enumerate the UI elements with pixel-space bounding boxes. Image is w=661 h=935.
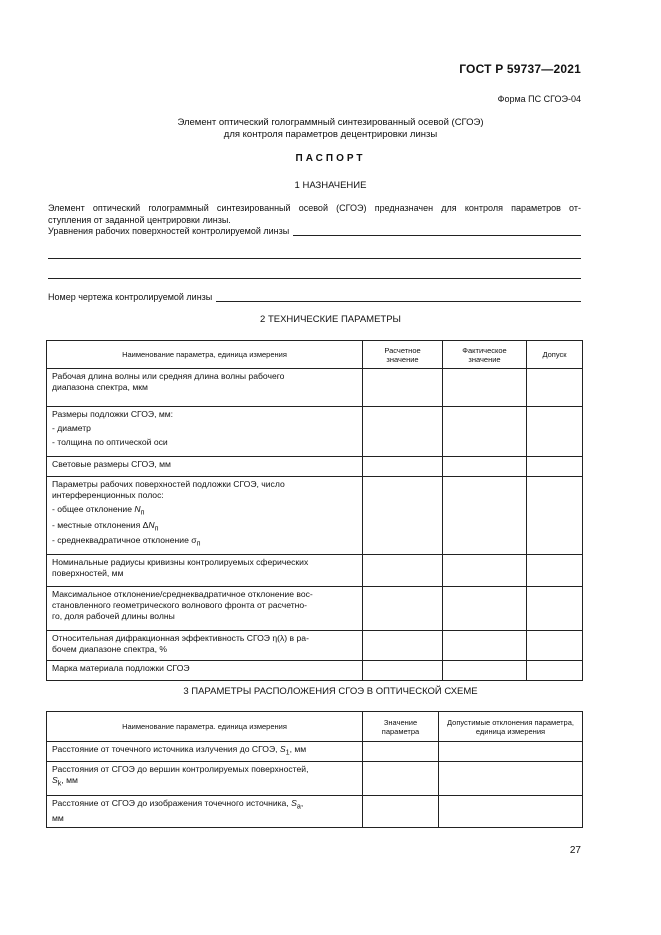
actual-value-cell[interactable] [443,631,527,661]
col-header-calc: Расчетное значение [363,341,443,369]
calc-value-cell[interactable] [363,587,443,631]
equations-line-3[interactable] [48,278,581,279]
param-line: Марка материала подложки СГОЭ [52,663,190,673]
calc-value-cell[interactable] [363,477,443,555]
page-number: 27 [569,845,581,856]
item-subscript: п [154,524,159,533]
calc-value-cell[interactable] [363,661,443,681]
table-row [47,742,583,762]
param-line [52,798,357,813]
tolerance-cell[interactable] [527,661,583,681]
actual-value-cell[interactable] [443,661,527,681]
param-line: интерференционных полос: [52,490,164,500]
param-line: Размеры подложки СГОЭ, мм: [52,409,174,419]
calc-value-cell[interactable] [363,631,443,661]
tolerance-cell[interactable] [527,631,583,661]
section3-heading: 3 ПАРАМЕТРЫ РАСПОЛОЖЕНИЯ СГОЭ В ОПТИЧЕСКОЙ СХЕМЕ [183,686,478,697]
table-row [47,407,583,457]
section1-text-line2: ступления от заданной центрировки линзы. [48,215,231,225]
drawing-number-label: Номер чертежа контролируемой линзы [48,292,213,302]
param-line: бочем диапазоне спектра, % [52,644,168,654]
param-line [52,520,357,535]
deviation-cell[interactable] [439,742,583,762]
param-line [52,504,357,519]
param-line: Максимальное отклонение/среднеквадратичное отклонение вос- [52,589,313,599]
equations-label: Уравнения рабочих поверхностей контролируемой линзы [48,226,290,236]
actual-value-cell[interactable] [443,555,527,587]
calc-value-cell[interactable] [363,369,443,407]
table-row [47,587,583,631]
param-line: диапазона спектра, мкм [52,382,148,392]
param-line: становленного геометрического волнового фронта от расчетно- [52,600,308,610]
param-unit: , мм [289,744,307,754]
drawing-number-line[interactable] [216,292,581,302]
section2-heading: 2 ТЕХНИЧЕСКИЕ ПАРАМЕТРЫ [260,314,401,325]
calc-value-cell[interactable] [363,407,443,457]
table-header-row [47,341,583,369]
value-cell[interactable] [363,742,439,762]
param-subscript: k [57,779,62,788]
table-row [47,457,583,477]
param-line: Рабочая длина волны или средняя длина волны рабочего [52,371,285,381]
param-line: - толщина по оптической оси [52,437,168,447]
col-header-tolerance: Допуск [527,341,583,369]
item-symbol: σ [191,535,197,546]
param-unit: , [300,798,304,808]
section1-text [48,202,581,226]
tolerance-cell[interactable] [527,407,583,457]
param-line: го, доля рабочей длины волны [52,611,175,621]
param-unit-line: мм [52,812,64,823]
col-header-actual: Фактическое значение [443,341,527,369]
param-line: Номинальные радиусы кривизны контролируемых сферических [52,557,309,567]
tolerance-cell[interactable] [527,587,583,631]
param-name [47,457,363,477]
position-parameters-table [46,711,583,828]
param-line [52,775,357,790]
doc-title-line2: для контроля параметров децентрировки линзы [223,129,438,140]
item-text: - общее отклонение [52,504,135,514]
param-symbol: S [291,798,297,808]
col-header-name: Наименование параметра, единица измерения [47,341,363,369]
item-subscript: п [140,508,145,517]
param-name [47,555,363,587]
param-text: Расстояния от СГОЭ до вершин контролируемых поверхностей, [52,764,309,774]
param-name [47,796,363,828]
col-header-value: Значение параметра [363,712,439,742]
col-header-name: Наименование параметра. единица измерения [47,712,363,742]
param-line: - диаметр [52,423,91,433]
technical-parameters-table [46,340,583,681]
form-code: Форма ПС СГОЭ-04 [497,94,581,104]
section1-heading: 1 НАЗНАЧЕНИЕ [294,180,367,191]
table-row [47,762,583,796]
table-row [47,369,583,407]
table-row [47,555,583,587]
param-name [47,762,363,796]
equations-line[interactable] [293,226,581,236]
param-name [47,587,363,631]
table-row [47,796,583,828]
param-name [47,407,363,457]
actual-value-cell[interactable] [443,477,527,555]
tolerance-cell[interactable] [527,369,583,407]
calc-value-cell[interactable] [363,457,443,477]
param-name [47,477,363,555]
value-cell[interactable] [363,762,439,796]
tolerance-cell[interactable] [527,555,583,587]
param-text: Расстояние от СГОЭ до изображения точечного источника, [52,798,292,808]
deviation-cell[interactable] [439,796,583,828]
doc-title-line1: Элемент оптический голограммный синтезированный осевой (СГОЭ) [177,117,484,128]
actual-value-cell[interactable] [443,457,527,477]
table-row [47,477,583,555]
param-line [52,535,357,550]
param-subscript: 1 [285,748,290,757]
param-subscript: a [296,802,301,811]
param-line: Параметры рабочих поверхностей подложки СГОЭ, число [52,479,285,489]
item-symbol: N [148,519,155,530]
passport-heading: ПАСПОРТ [295,153,366,164]
actual-value-cell[interactable] [443,407,527,457]
actual-value-cell[interactable] [443,587,527,631]
table-row [47,631,583,661]
param-line: поверхностей, мм [52,568,124,578]
value-cell[interactable] [363,796,439,828]
col-header-deviation: Допустимые отклонения параметра, единица измерения [439,712,583,742]
param-symbol: S [52,775,58,785]
param-name [47,661,363,681]
param-name [47,742,363,762]
equations-line-2[interactable] [48,258,581,259]
tolerance-cell[interactable] [527,477,583,555]
section1-text-line1: Элемент оптический голограммный синтезированный осевой (СГОЭ) предназначен для контроля параметров от- [48,203,581,213]
item-symbol: N [134,504,141,514]
param-name [47,631,363,661]
actual-value-cell[interactable] [443,369,527,407]
table-header-row [47,712,583,742]
standard-number: ГОСТ Р 59737—2021 [459,62,581,76]
item-text: - среднеквадратичное отклонение [52,535,192,546]
param-text: Расстояние от точечного источника излучения до СГОЭ, [52,744,280,754]
item-text: - местные отклонения Δ [52,519,149,530]
equations-field[interactable] [48,226,581,236]
table-row [47,661,583,681]
calc-value-cell[interactable] [363,555,443,587]
param-name [47,369,363,407]
param-line: Относительная дифракционная эффективность СГОЭ η(λ) в ра- [52,633,309,643]
deviation-cell[interactable] [439,762,583,796]
item-subscript: п [196,540,201,549]
tolerance-cell[interactable] [527,457,583,477]
param-unit: , мм [61,775,78,785]
drawing-number-field[interactable] [48,292,581,302]
param-symbol: S [279,744,286,754]
param-line: Световые размеры СГОЭ, мм [52,459,171,469]
